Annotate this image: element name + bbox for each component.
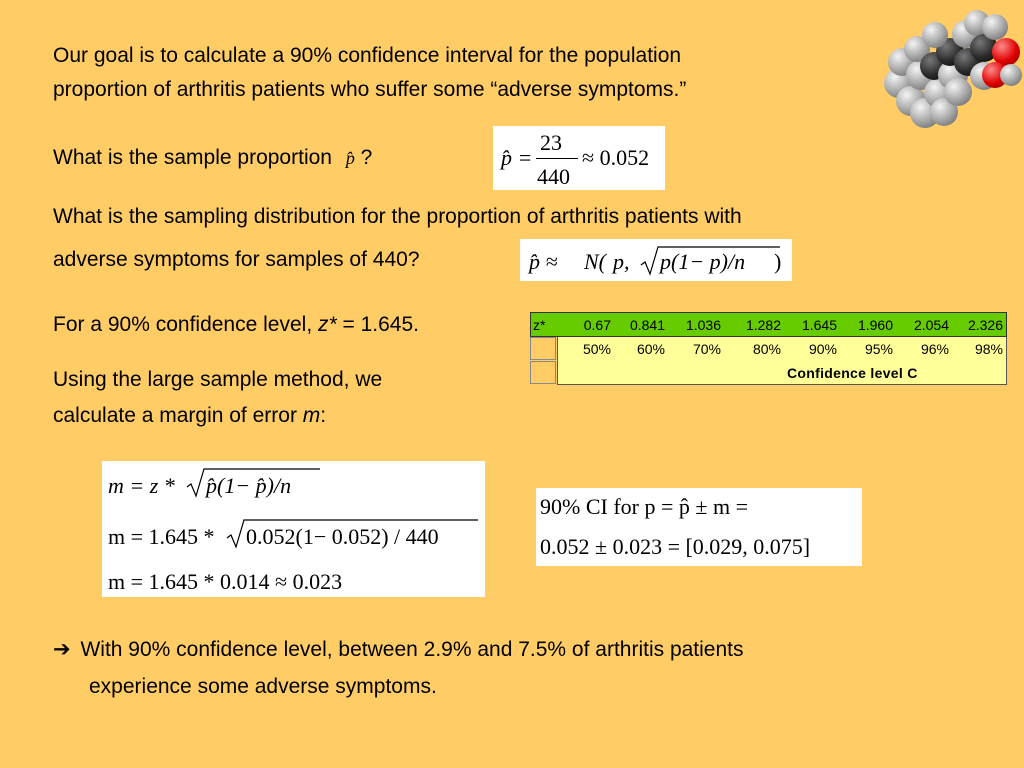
z-table-body	[557, 337, 1007, 385]
confidence-level: 70%	[692, 341, 721, 357]
formula-denominator: 440	[537, 164, 570, 189]
method-suffix: :	[320, 404, 327, 427]
formula-radicand: p(1− p)/n	[660, 249, 746, 274]
confidence-level: 95%	[864, 341, 893, 357]
molecule-image	[878, 8, 1024, 132]
zstar-prefix: For a 90% confidence level,	[53, 313, 318, 336]
method-line-1: Using the large sample method, we	[53, 368, 383, 391]
z-value: 2.054	[913, 317, 949, 333]
question-sampling-line-2: adverse symptoms for samples of 440?	[53, 248, 420, 271]
formula-close: )	[774, 249, 782, 274]
margin-line-2-lhs: m = 1.645 *	[108, 524, 215, 549]
confidence-interval-formula	[536, 488, 862, 566]
z-value: 1.960	[857, 317, 893, 333]
margin-line-1-lhs: m = z *	[108, 473, 175, 498]
z-table-header-row	[530, 312, 1007, 337]
conclusion-line-2: experience some adverse symptoms.	[89, 675, 437, 698]
question-sampling-line-1: What is the sampling distribution for the proportion of arthritis patients with	[53, 205, 742, 228]
conclusion-line-1	[53, 632, 744, 667]
confidence-level: 50%	[582, 341, 611, 357]
method-prefix: calculate a margin of error	[53, 404, 303, 427]
question-mark: ?	[360, 146, 373, 169]
formula-lhs: p̂ ≈	[529, 249, 558, 274]
z-value: 0.67	[583, 317, 611, 333]
ci-line-2: 0.052 ± 0.023 = [0.029, 0.075]	[540, 534, 811, 559]
confidence-level: 96%	[920, 341, 949, 357]
formula-p: p,	[613, 249, 630, 274]
z-value: 1.036	[685, 317, 721, 333]
formula-dist: N(	[584, 249, 606, 274]
formula-numerator: 23	[540, 130, 562, 155]
z-table-header-label: z*	[533, 317, 546, 333]
confidence-level: 60%	[636, 341, 665, 357]
fraction-bar	[536, 158, 578, 159]
margin-of-error-formula	[102, 461, 485, 597]
zstar-statement	[53, 307, 419, 342]
z-table	[530, 312, 1007, 385]
intro-line-1: Our goal is to calculate a 90% confidence interval for the population	[53, 44, 682, 67]
confidence-level: 80%	[752, 341, 781, 357]
margin-line-2-radicand: 0.052(1− 0.052) / 440	[246, 524, 439, 549]
z-table-stub-cell	[530, 361, 556, 384]
sampling-distribution-formula	[520, 239, 792, 281]
question-sample-proportion	[53, 140, 372, 176]
z-value: 0.841	[629, 317, 665, 333]
method-var: m	[302, 404, 321, 427]
zstar-var: z*	[317, 313, 337, 336]
z-table-caption: Confidence level C	[787, 365, 918, 381]
z-value: 1.645	[801, 317, 837, 333]
conclusion-text-1: With 90% confidence level, between 2.9% and 7.5% of arthritis patients	[80, 638, 744, 661]
sample-proportion-formula	[493, 126, 665, 190]
formula-approx: ≈ 0.052	[582, 145, 650, 170]
confidence-level: 98%	[974, 341, 1003, 357]
question-text: What is the sample proportion	[53, 146, 332, 169]
p-hat-symbol: p̂	[345, 148, 355, 168]
margin-line-1-radicand: p̂(1− p̂)/n	[206, 473, 292, 498]
confidence-level: 90%	[808, 341, 837, 357]
zstar-suffix: = 1.645.	[336, 313, 419, 336]
z-value: 1.282	[745, 317, 781, 333]
method-line-2	[53, 398, 326, 433]
formula-lhs: p̂ =	[501, 145, 533, 170]
z-value: 2.326	[967, 317, 1003, 333]
margin-line-3: m = 1.645 * 0.014 ≈ 0.023	[108, 569, 343, 594]
intro-line-2: proportion of arthritis patients who suffer some “adverse symptoms.”	[53, 78, 687, 101]
ci-line-1: 90% CI for p = p̂ ± m =	[540, 494, 748, 519]
z-table-stub-cell	[530, 337, 556, 360]
arrow-icon: ➔	[53, 637, 71, 661]
